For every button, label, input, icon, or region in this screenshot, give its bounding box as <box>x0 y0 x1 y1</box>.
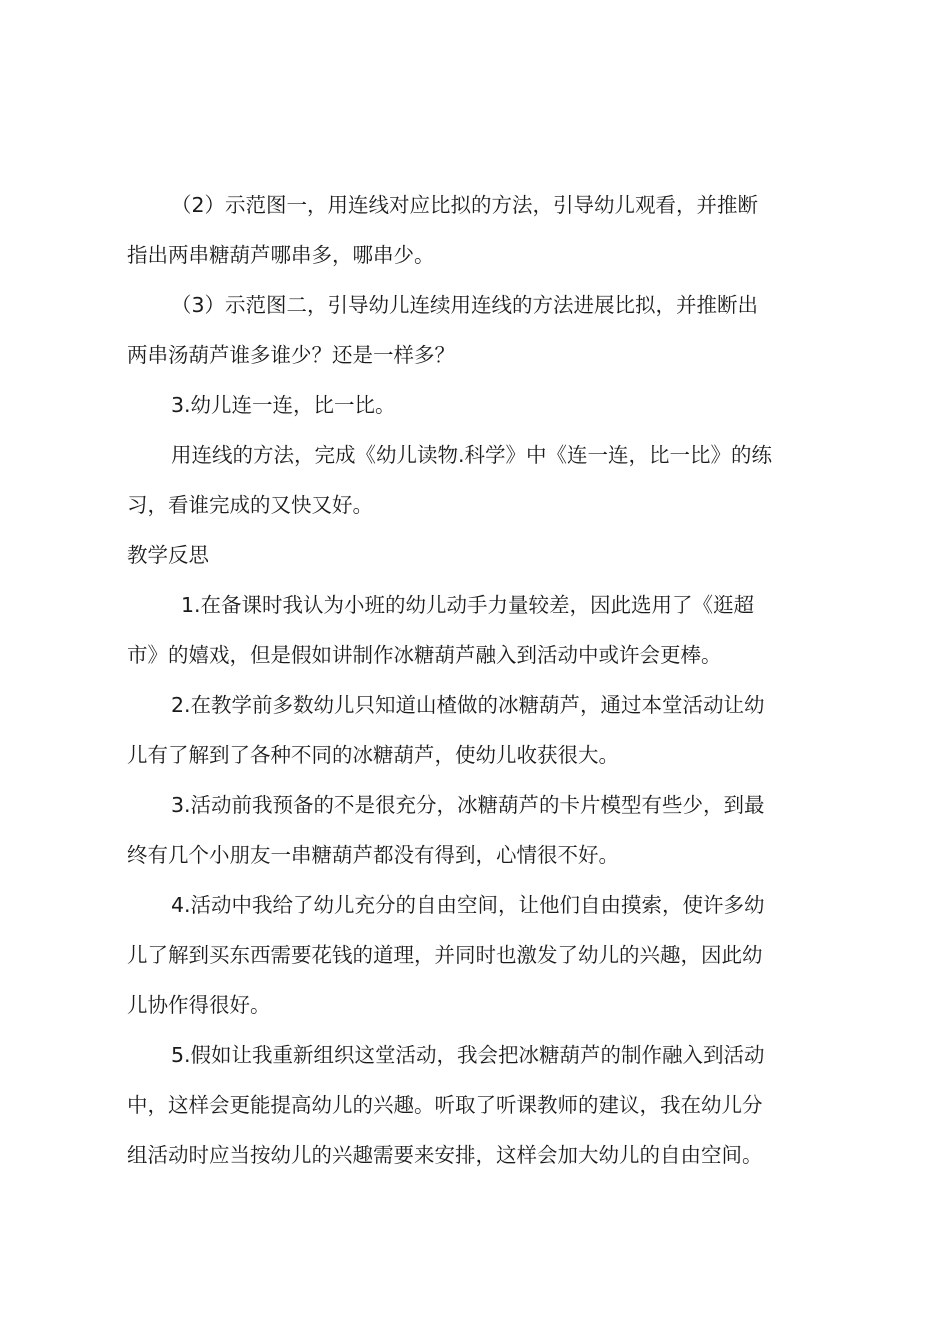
section-heading-reflection: 教学反思 <box>127 543 209 567</box>
text-line: 习，看谁完成的又快又好。 <box>127 493 373 517</box>
paragraph-demo-figure-two <box>127 280 833 380</box>
document-page <box>127 180 833 1180</box>
text-line: 2.在教学前多数幼儿只知道山楂做的冰糖葫芦，通过本堂活动让幼 <box>171 693 765 717</box>
text-line: 两串汤葫芦谁多谁少？还是一样多？ <box>127 343 455 367</box>
reflection-item-4 <box>127 880 833 1030</box>
text-line: （2）示范图一，用连线对应比拟的方法，引导幼儿观看，并推断 <box>171 193 759 217</box>
text-line: 用连线的方法，完成《幼儿读物.科学》中《连一连，比一比》的练 <box>171 443 773 467</box>
reflection-item-2 <box>127 680 833 780</box>
text-line: 指出两串糖葫芦哪串多，哪串少。 <box>127 243 435 267</box>
text-line: （3）示范图二，引导幼儿连续用连线的方法进展比拟，并推断出 <box>171 293 759 317</box>
text-line: 儿有了解到了各种不同的冰糖葫芦，使幼儿收获很大。 <box>127 743 619 767</box>
paragraph-demo-figure-one <box>127 180 833 280</box>
paragraph-step-three <box>127 380 833 430</box>
text-line: 组活动时应当按幼儿的兴趣需要来安排，这样会加大幼儿的自由空间。 <box>127 1143 763 1167</box>
text-line: 3.幼儿连一连，比一比。 <box>171 393 396 417</box>
text-line: 4.活动中我给了幼儿充分的自由空间，让他们自由摸索，使许多幼 <box>171 893 765 917</box>
text-line: 3.活动前我预备的不是很充分，冰糖葫芦的卡片模型有些少，到最 <box>171 793 765 817</box>
paragraph-exercise <box>127 430 833 530</box>
text-line: 儿协作得很好。 <box>127 993 271 1017</box>
reflection-item-3 <box>127 780 833 880</box>
text-line: 5.假如让我重新组织这堂活动，我会把冰糖葫芦的制作融入到活动 <box>171 1043 765 1067</box>
reflection-item-5 <box>127 1030 833 1180</box>
text-line: 市》的嬉戏，但是假如讲制作冰糖葫芦融入到活动中或许会更棒。 <box>127 643 722 667</box>
text-line: 1.在备课时我认为小班的幼儿动手力量较差，因此选用了《逛超 <box>181 593 755 617</box>
text-line: 终有几个小朋友一串糖葫芦都没有得到，心情很不好。 <box>127 843 619 867</box>
text-line: 中，这样会更能提高幼儿的兴趣。听取了听课教师的建议，我在幼儿分 <box>127 1093 763 1117</box>
text-line: 儿了解到买东西需要花钱的道理，并同时也激发了幼儿的兴趣，因此幼 <box>127 943 763 967</box>
reflection-item-1 <box>127 580 833 680</box>
